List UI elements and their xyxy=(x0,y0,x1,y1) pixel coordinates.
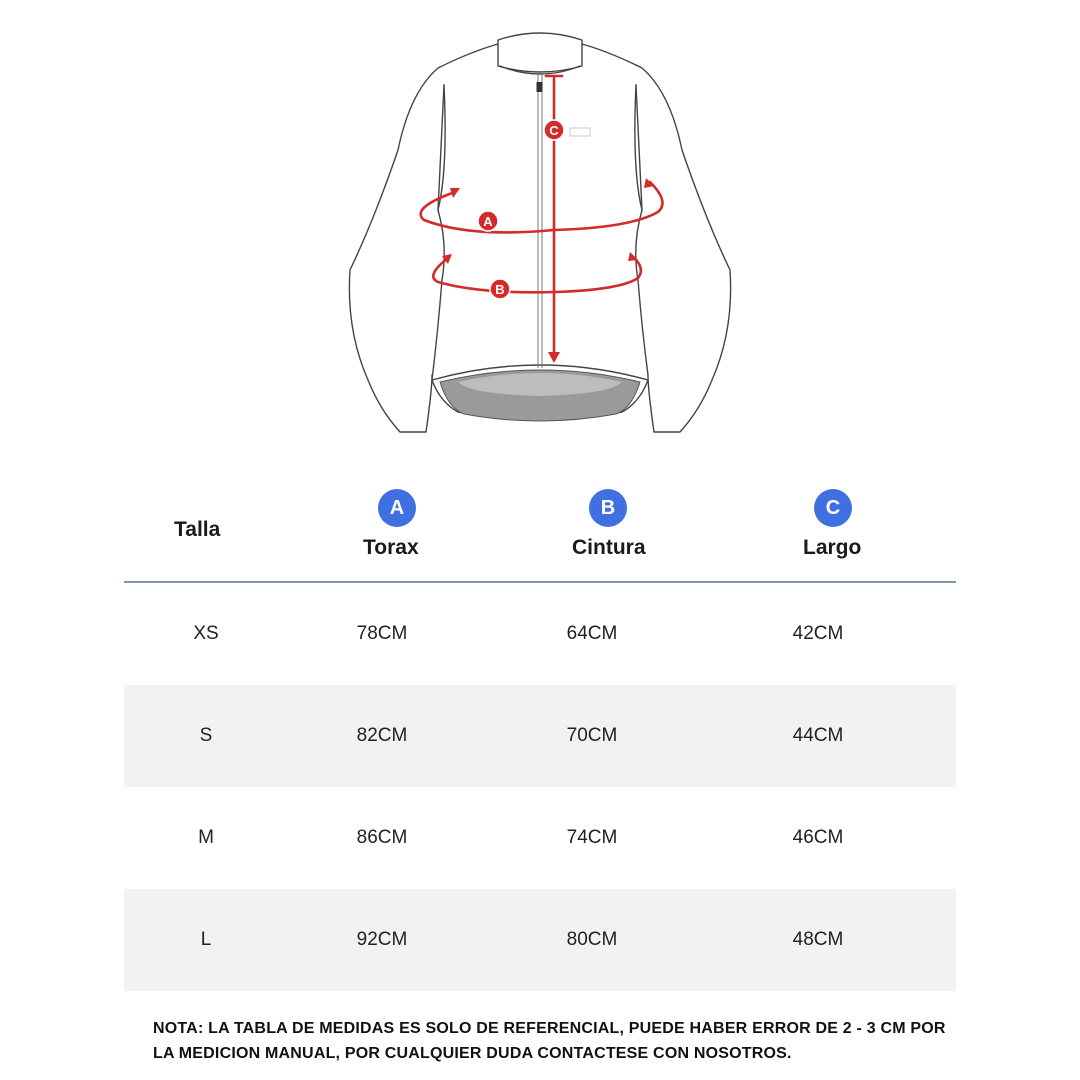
size-table xyxy=(124,478,956,991)
table-header xyxy=(124,478,956,583)
table-row xyxy=(124,787,956,889)
table-row xyxy=(124,889,956,991)
size-cell: M xyxy=(198,827,214,848)
size-cell: S xyxy=(199,725,213,746)
size-cell: L xyxy=(200,929,212,950)
svg-text:A: A xyxy=(483,214,493,229)
badge-c: C xyxy=(814,489,852,527)
badge-b: B xyxy=(589,489,627,527)
badge-a: A xyxy=(378,489,416,527)
svg-text:B: B xyxy=(495,282,505,297)
svg-text:C: C xyxy=(549,123,559,138)
table-row xyxy=(124,685,956,787)
largo-cell: 46CM xyxy=(792,827,844,848)
header-torax-label: Torax xyxy=(363,536,419,559)
marker-b xyxy=(490,279,510,299)
marker-a xyxy=(478,211,498,231)
table-row xyxy=(124,583,956,685)
largo-cell: 42CM xyxy=(792,623,844,644)
marker-c xyxy=(544,120,564,140)
torax-cell: 86CM xyxy=(356,827,408,848)
torax-cell: 82CM xyxy=(356,725,408,746)
header-size-label: Talla xyxy=(174,518,221,541)
cintura-cell: 80CM xyxy=(566,929,618,950)
cintura-cell: 74CM xyxy=(566,827,618,848)
torax-cell: 92CM xyxy=(356,929,408,950)
largo-cell: 44CM xyxy=(792,725,844,746)
header-largo-label: Largo xyxy=(803,536,862,559)
cintura-cell: 64CM xyxy=(566,623,618,644)
measurement-note: NOTA: LA TABLA DE MEDIDAS ES SOLO DE REFERENCIAL, PUEDE HABER ERROR DE 2 - 3 CM POR LA MEDICION MANUAL, POR CUALQUIER DUDA CONTACTESE CON NOSOTROS. xyxy=(153,1020,946,1062)
largo-cell: 48CM xyxy=(792,929,844,950)
jersey-diagram xyxy=(340,30,740,440)
size-cell: XS xyxy=(193,623,219,644)
torax-cell: 78CM xyxy=(356,623,408,644)
header-cintura-label: Cintura xyxy=(572,536,646,559)
chest-logo xyxy=(570,128,590,136)
cintura-cell: 70CM xyxy=(566,725,618,746)
